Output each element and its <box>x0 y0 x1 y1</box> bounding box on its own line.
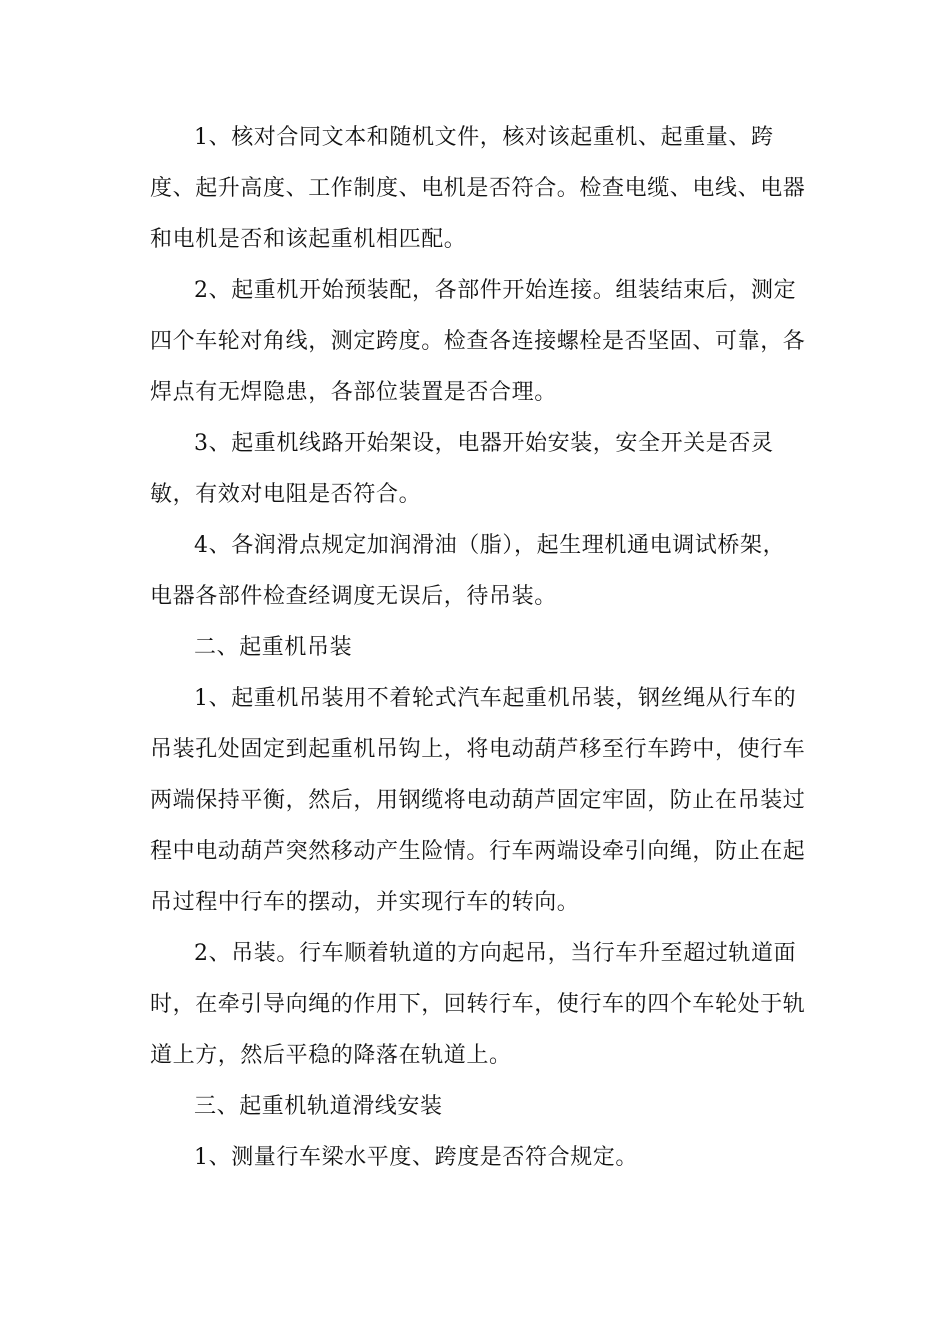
paragraph-6-line-3: 道上方，然后平稳的降落在轨道上。 <box>150 1043 512 1068</box>
paragraph-2-line-1: 2、起重机开始预装配，各部件开始连接。组装结束后，测定 <box>194 278 797 303</box>
paragraph-1-line-3: 和电机是否和该起重机相匹配。 <box>150 227 467 252</box>
paragraph-5-line-2: 吊装孔处固定到起重机吊钩上，将电动葫芦移至行车跨中，使行车 <box>150 737 806 762</box>
paragraph-2-line-3: 焊点有无焊隐患，各部位装置是否合理。 <box>150 380 557 405</box>
paragraph-6-line-1: 2、吊装。行车顺着轨道的方向起吊，当行车升至超过轨道面 <box>194 941 797 966</box>
paragraph-4-line-1: 4、各润滑点规定加润滑油（脂），起生理机通电调试桥架， <box>194 533 786 558</box>
paragraph-6-line-2: 时，在牵引导向绳的作用下，回转行车，使行车的四个车轮处于轨 <box>150 992 806 1017</box>
paragraph-3-line-1: 3、起重机线路开始架设，电器开始安装，安全开关是否灵 <box>194 431 774 456</box>
paragraph-5-line-5: 吊过程中行车的摆动，并实现行车的转向。 <box>150 890 580 915</box>
paragraph-2-line-2: 四个车轮对角线，测定跨度。检查各连接螺栓是否坚固、可靠，各 <box>150 329 806 354</box>
paragraph-1-line-1: 1、核对合同文本和随机文件，核对该起重机、起重量、跨 <box>194 125 774 150</box>
paragraph-1-line-2: 度、起升高度、工作制度、电机是否符合。检查电缆、电线、电器 <box>150 176 806 201</box>
section-heading-3: 三、起重机轨道滑线安装 <box>194 1094 443 1119</box>
paragraph-3-line-2: 敏，有效对电阻是否符合。 <box>150 482 422 507</box>
section-heading-2: 二、起重机吊装 <box>194 635 353 660</box>
paragraph-5-line-3: 两端保持平衡，然后，用钢缆将电动葫芦固定牢固，防止在吊装过 <box>150 788 806 813</box>
paragraph-5-line-4: 程中电动葫芦突然移动产生险情。行车两端设牵引向绳，防止在起 <box>150 839 806 864</box>
paragraph-5-line-1: 1、起重机吊装用不着轮式汽车起重机吊装，钢丝绳从行车的 <box>194 686 797 711</box>
paragraph-4-line-2: 电器各部件检查经调度无误后，待吊装。 <box>150 584 557 609</box>
paragraph-7-line-1: 1、测量行车梁水平度、跨度是否符合规定。 <box>194 1145 638 1170</box>
